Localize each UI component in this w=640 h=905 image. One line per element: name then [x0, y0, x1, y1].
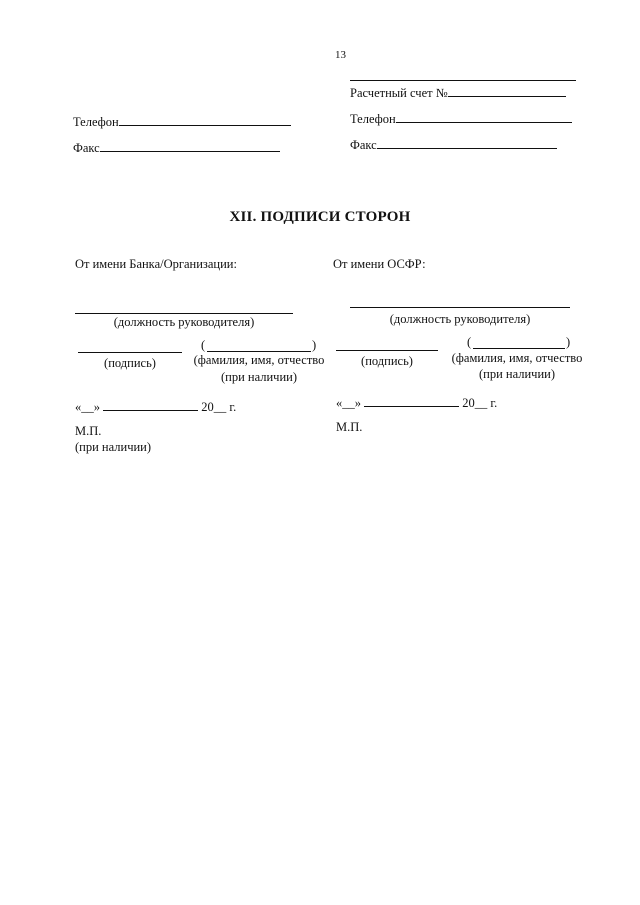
left-signature-line [78, 352, 182, 353]
right-name-caption: (фамилия, имя, отчество [451, 351, 583, 365]
left-phone-label: Телефон [73, 115, 119, 129]
left-phone-field [73, 114, 291, 130]
left-date-blank [103, 399, 198, 411]
left-on-behalf: От имени Банка/Организации: [75, 257, 237, 271]
left-name-open: ( [201, 338, 206, 352]
right-stamp: М.П. [336, 420, 363, 434]
left-position-line [75, 313, 293, 314]
right-fax-blank [377, 137, 557, 149]
section-title: XII. ПОДПИСИ СТОРОН [229, 209, 411, 225]
left-phone-blank [119, 114, 291, 126]
right-position-caption: (должность руководителя) [389, 312, 531, 326]
left-signature-caption: (подпись) [104, 356, 156, 370]
right-phone-blank [396, 111, 572, 123]
right-name-close: ) [566, 335, 571, 349]
left-fax-blank [100, 140, 280, 152]
right-fax-field [350, 137, 557, 153]
top-right-rule [350, 80, 576, 81]
left-stamp: М.П. [75, 424, 102, 438]
right-position-line [350, 307, 570, 308]
left-name-caption-note: (при наличии) [220, 370, 298, 384]
right-name-line [473, 348, 565, 349]
left-name-line [207, 351, 311, 352]
left-name-caption: (фамилия, имя, отчество [193, 353, 325, 367]
right-signature-line [336, 350, 438, 351]
right-signature-caption: (подпись) [361, 354, 413, 368]
right-date [336, 395, 497, 411]
page-number: 13 [335, 49, 346, 61]
left-date [75, 399, 236, 415]
right-name-caption-note: (при наличии) [478, 367, 556, 381]
left-date-quote: «__» [75, 400, 100, 414]
account-label: Расчетный счет № [350, 86, 448, 100]
right-date-blank [364, 395, 459, 407]
left-fax-field [73, 140, 280, 156]
account-field [350, 85, 566, 101]
account-blank [448, 85, 566, 97]
left-name-close: ) [312, 338, 317, 352]
left-fax-label: Факс [73, 141, 100, 155]
right-phone-label: Телефон [350, 112, 396, 126]
left-date-year: 20__ г. [201, 400, 237, 414]
right-name-open: ( [467, 335, 472, 349]
right-date-quote: «__» [336, 396, 361, 410]
right-date-year: 20__ г. [462, 396, 498, 410]
left-stamp-note: (при наличии) [75, 440, 152, 454]
right-on-behalf: От имени ОСФР: [333, 257, 426, 271]
left-position-caption: (должность руководителя) [113, 315, 255, 329]
right-phone-field [350, 111, 572, 127]
right-fax-label: Факс [350, 138, 377, 152]
